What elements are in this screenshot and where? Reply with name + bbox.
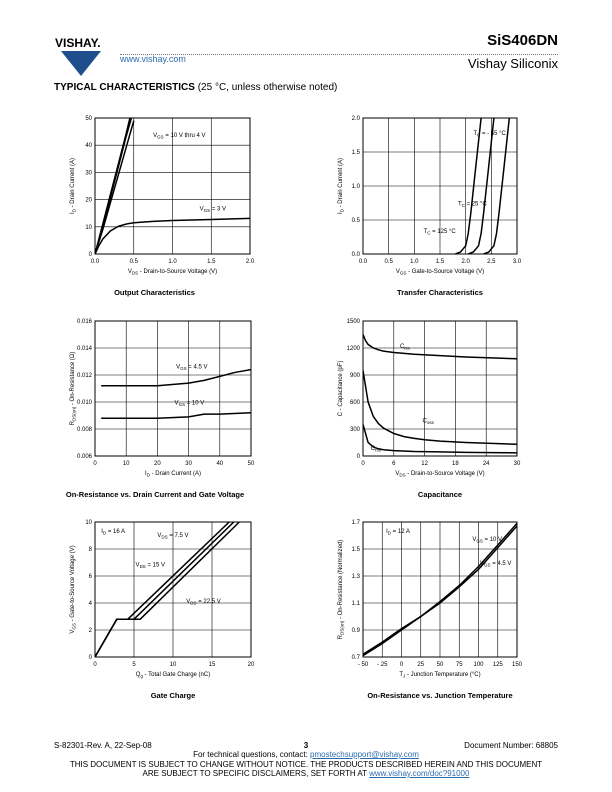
notice-line-2 <box>54 769 558 778</box>
x-tick-label: 30 <box>513 461 521 467</box>
series-line-cap-0 <box>363 335 517 359</box>
curve-label <box>423 419 435 426</box>
y-axis-label: $I_D$ - Drain Current (A) <box>70 158 77 214</box>
curve-label-sub: C <box>477 132 481 138</box>
section-title-sub: (25 °C, unless otherwise noted) <box>197 82 338 93</box>
y-tick-label: 0.0 <box>351 252 360 258</box>
y-tick-label: 2 <box>88 628 92 634</box>
y-tick-label: 40 <box>85 143 92 150</box>
y-axis-label: $I_D$ - Drain Current (A) <box>338 158 345 214</box>
footer-notice <box>54 760 558 778</box>
chart-title: Output Characteristics <box>114 288 195 297</box>
x-tick-label: 1.5 <box>435 259 445 265</box>
x-axis-label: $V_{GS}$ - Gate-to-Source Voltage (V) <box>395 269 485 276</box>
chart-title: Capacitance <box>417 490 463 499</box>
y-tick-label: 0.9 <box>351 628 360 634</box>
curve-label-rest: = 16 A <box>106 528 126 535</box>
x-tick-label: 15 <box>208 662 216 668</box>
part-number: SiS406DN <box>487 32 558 49</box>
curve-label-sub: DS <box>139 564 146 570</box>
series-line-output-2 <box>95 118 130 254</box>
y-axis-label: $V_{GS}$ - Gate-to-Source Voltage (V) <box>70 545 77 634</box>
curve-label-base: I <box>386 528 388 535</box>
curve-label <box>386 529 410 536</box>
curve-label-sub: GS <box>178 402 186 408</box>
curve-label-base: V <box>186 599 191 605</box>
series-line-onres-0 <box>101 370 251 386</box>
y-tick-label: 6 <box>88 574 92 580</box>
x-tick-label: 2.0 <box>245 259 255 265</box>
x-tick-label: - 50 <box>357 662 369 668</box>
x-tick-label: 0 <box>93 461 97 467</box>
curve-label-sub: GS <box>203 207 211 213</box>
chart-transfer <box>338 116 522 297</box>
x-tick-label: 5 <box>132 662 136 668</box>
curve-label <box>472 537 502 544</box>
curve-label-sub: oss <box>426 420 434 426</box>
footer-contact <box>54 750 558 759</box>
y-tick-label: 0.012 <box>76 373 92 379</box>
y-tick-label: 30 <box>85 170 92 177</box>
curve-label-base: C <box>399 344 405 350</box>
section-title-main: TYPICAL CHARACTERISTICS <box>54 82 195 93</box>
x-tick-label: 1.0 <box>168 259 177 265</box>
manufacturer-name: Vishay Siliconix <box>467 56 558 71</box>
y-axis-label: $R_{DS(on)}$ - On-Resistance (Normalized) <box>338 539 345 640</box>
x-tick-label: 0.5 <box>384 259 393 265</box>
curve-label-rest: = 3 V <box>210 206 226 213</box>
y-tick-label: 0 <box>88 655 92 661</box>
x-tick-label: - 25 <box>377 662 388 668</box>
x-tick-label: 3.0 <box>512 259 522 265</box>
x-axis-label: $T_J$ - Junction Temperature (°C) <box>399 672 481 679</box>
x-tick-label: 2.5 <box>487 259 496 265</box>
x-tick-label: 0.5 <box>129 259 138 265</box>
curve-label <box>136 563 165 570</box>
x-tick-label: 1.5 <box>207 259 216 265</box>
y-tick-label: 1.5 <box>351 150 360 156</box>
series-line-gate-0 <box>95 522 229 657</box>
chart-output <box>70 116 255 297</box>
x-tick-label: 0.0 <box>358 259 368 265</box>
logo-text: VISHAY. <box>55 36 101 50</box>
y-tick-label: 0.7 <box>351 655 360 661</box>
x-tick-label: 24 <box>482 461 490 467</box>
y-tick-label: 0.5 <box>351 218 360 224</box>
curve-label-sub: DS <box>190 600 197 606</box>
y-tick-label: 1.3 <box>351 574 360 580</box>
curve-label-base: I <box>101 528 103 535</box>
curve-label-base: T <box>473 131 478 137</box>
curve-label-base: V <box>135 562 140 569</box>
x-tick-label: 40 <box>216 461 224 467</box>
contact-prefix: For technical questions, contact: <box>193 750 311 759</box>
series-line-gate-1 <box>95 522 234 657</box>
curve-label-sub: rss <box>375 447 382 453</box>
curve-label-rest: = 4.5 V <box>186 364 208 371</box>
curve-label <box>473 131 506 138</box>
doc-revision: S-82301-Rev. A, 22-Sep-08 <box>54 741 152 750</box>
x-tick-label: 2.0 <box>461 259 470 265</box>
chart-onres <box>66 319 255 499</box>
x-tick-label: 75 <box>455 662 463 668</box>
x-tick-label: 12 <box>421 461 428 467</box>
x-tick-label: 25 <box>417 662 425 668</box>
series-line-onres-1 <box>101 413 251 418</box>
y-tick-label: 1200 <box>346 346 360 352</box>
curve-label <box>153 133 205 140</box>
x-axis-label: $V_{DS}$ - Drain-to-Source Voltage (V) <box>395 471 485 478</box>
page-number: 3 <box>303 741 309 750</box>
curve-label <box>176 364 207 371</box>
y-tick-label: 900 <box>349 373 360 379</box>
x-axis-label: $V_{DS}$ - Drain-to-Source Voltage (V) <box>127 269 218 276</box>
curve-label <box>400 344 411 351</box>
y-tick-label: 8 <box>88 547 92 553</box>
series-line-cap-1 <box>363 371 517 445</box>
curve-label <box>480 561 511 568</box>
curve-label-rest: = 7.5 V <box>167 532 189 539</box>
x-tick-label: 100 <box>473 662 484 668</box>
y-tick-label: 10 <box>85 224 92 231</box>
chart-title: On-Resistance vs. Drain Current and Gate Voltage <box>65 490 245 499</box>
curve-label-sub: D <box>102 530 107 536</box>
curve-label-base: V <box>176 364 181 371</box>
curve-label-rest: = 25 °C <box>464 201 487 208</box>
y-tick-label: 0.014 <box>76 346 92 352</box>
y-tick-label: 1.1 <box>351 601 360 607</box>
disclaimer-link[interactable]: www.vishay.com/doc?91000 <box>369 769 470 778</box>
x-tick-label: 125 <box>492 662 503 668</box>
curve-label-base: T <box>423 228 428 235</box>
y-tick-label: 1.5 <box>351 547 360 553</box>
curve-label-rest: = 10 V <box>185 400 205 407</box>
curve-label-rest: = 125 °C <box>430 228 456 235</box>
y-tick-label: 300 <box>349 427 360 433</box>
x-tick-label: 50 <box>436 662 444 668</box>
y-tick-label: 2.0 <box>351 116 360 122</box>
curve-label-sub: iss <box>404 345 410 351</box>
chart-gate <box>70 520 255 700</box>
x-tick-label: 20 <box>154 461 161 467</box>
curve-label-rest: = 4.5 V <box>490 561 512 568</box>
y-tick-label: 0 <box>88 252 92 258</box>
chart-title: Gate Charge <box>150 691 196 700</box>
curve-label-base: C <box>422 418 427 425</box>
x-tick-label: 1.0 <box>410 259 419 265</box>
y-tick-label: 0.008 <box>76 427 92 433</box>
x-tick-label: 0 <box>361 461 365 467</box>
x-axis-label: $Q_g$ - Total Gate Charge (nC) <box>135 672 211 679</box>
x-tick-label: 0 <box>93 662 97 668</box>
x-tick-label: 150 <box>511 662 523 668</box>
curve-label <box>458 202 488 209</box>
y-tick-label: 0 <box>356 454 360 460</box>
curve-label-base: V <box>153 133 158 140</box>
y-tick-label: 0.010 <box>76 400 92 406</box>
notice-line-2-text: ARE SUBJECT TO SPECIFIC DISCLAIMERS, SET FORTH AT <box>142 769 370 778</box>
curve-label-rest: = 22.5 V <box>196 599 221 605</box>
curve-label-sub: GS <box>157 134 164 140</box>
y-tick-label: 0.016 <box>76 319 92 325</box>
curve-label-sub: GS <box>476 538 483 544</box>
chart-cap <box>338 319 521 499</box>
curve-label <box>186 599 220 606</box>
x-tick-label: 0.0 <box>90 259 100 265</box>
x-tick-label: 6 <box>392 461 396 467</box>
curve-label <box>200 206 226 213</box>
x-tick-label: 18 <box>452 461 459 467</box>
y-tick-label: 1.0 <box>351 184 360 190</box>
x-tick-label: 10 <box>122 461 130 467</box>
x-tick-label: 10 <box>169 662 177 668</box>
curve-label-base: C <box>370 446 376 453</box>
curve-label-sub: C <box>427 230 431 236</box>
document-number: Document Number: 68805 <box>464 741 558 750</box>
curve-label-rest: = - 55 °C <box>480 131 506 137</box>
curve-label-base: V <box>199 206 204 213</box>
chart-title: On-Resistance vs. Junction Temperature <box>367 691 513 700</box>
y-tick-label: 0.006 <box>76 454 92 460</box>
curve-label-rest: = 15 V <box>145 562 166 569</box>
curve-label-sub: GS <box>180 365 187 371</box>
y-tick-label: 600 <box>349 400 360 406</box>
curve-label-rest: = 10 V <box>482 536 503 543</box>
curve-label-rest: = 10 V thru 4 V <box>163 133 206 140</box>
curve-label-base: V <box>480 561 485 568</box>
y-tick-label: 50 <box>85 116 92 122</box>
curve-label-sub: GS <box>484 562 491 568</box>
curve-label <box>371 446 382 453</box>
plot-frame <box>363 321 517 456</box>
x-tick-label: 20 <box>247 662 255 668</box>
y-tick-label: 4 <box>88 601 92 607</box>
chart-rtemp <box>338 520 523 700</box>
curve-label-rest: = 12 A <box>391 528 410 535</box>
y-tick-label: 1500 <box>346 319 360 325</box>
curve-label <box>175 401 205 408</box>
curve-label-base: V <box>157 532 162 539</box>
notice-line-1: THIS DOCUMENT IS SUBJECT TO CHANGE WITHOUT NOTICE. THE PRODUCTS DESCRIBED HEREIN AND THIS DOCUMENT <box>69 760 543 769</box>
x-tick-label: 50 <box>247 461 255 467</box>
y-tick-label: 10 <box>85 520 92 526</box>
curve-label-sub: C <box>461 203 465 209</box>
x-axis-label: $I_D$ - Drain Current (A) <box>145 471 201 478</box>
y-tick-label: 1.7 <box>351 520 360 526</box>
y-axis-label: $R_{DS(on)}$ - On-Resistance (Ω) <box>70 351 77 426</box>
curve-label <box>157 533 188 540</box>
support-email-link[interactable]: pmostechsupport@vishay.com <box>310 750 419 759</box>
curve-label-sub: DS <box>161 534 168 540</box>
curve-label <box>424 229 457 236</box>
curve-label <box>101 529 125 536</box>
chart-title: Transfer Characteristics <box>397 288 483 297</box>
y-axis-label: C - Capacitance (pF) <box>338 360 344 417</box>
x-tick-label: 0 <box>399 662 404 668</box>
header-url-link[interactable]: www.vishay.com <box>120 54 186 64</box>
x-tick-label: 30 <box>185 461 192 467</box>
curve-label-base: T <box>457 201 462 208</box>
series-line-gate-2 <box>95 522 239 657</box>
plot-frame <box>95 321 251 456</box>
y-tick-label: 20 <box>85 197 92 204</box>
curve-label-base: V <box>174 400 179 407</box>
curve-label-base: V <box>472 536 477 543</box>
curve-label-sub: D <box>387 530 392 536</box>
